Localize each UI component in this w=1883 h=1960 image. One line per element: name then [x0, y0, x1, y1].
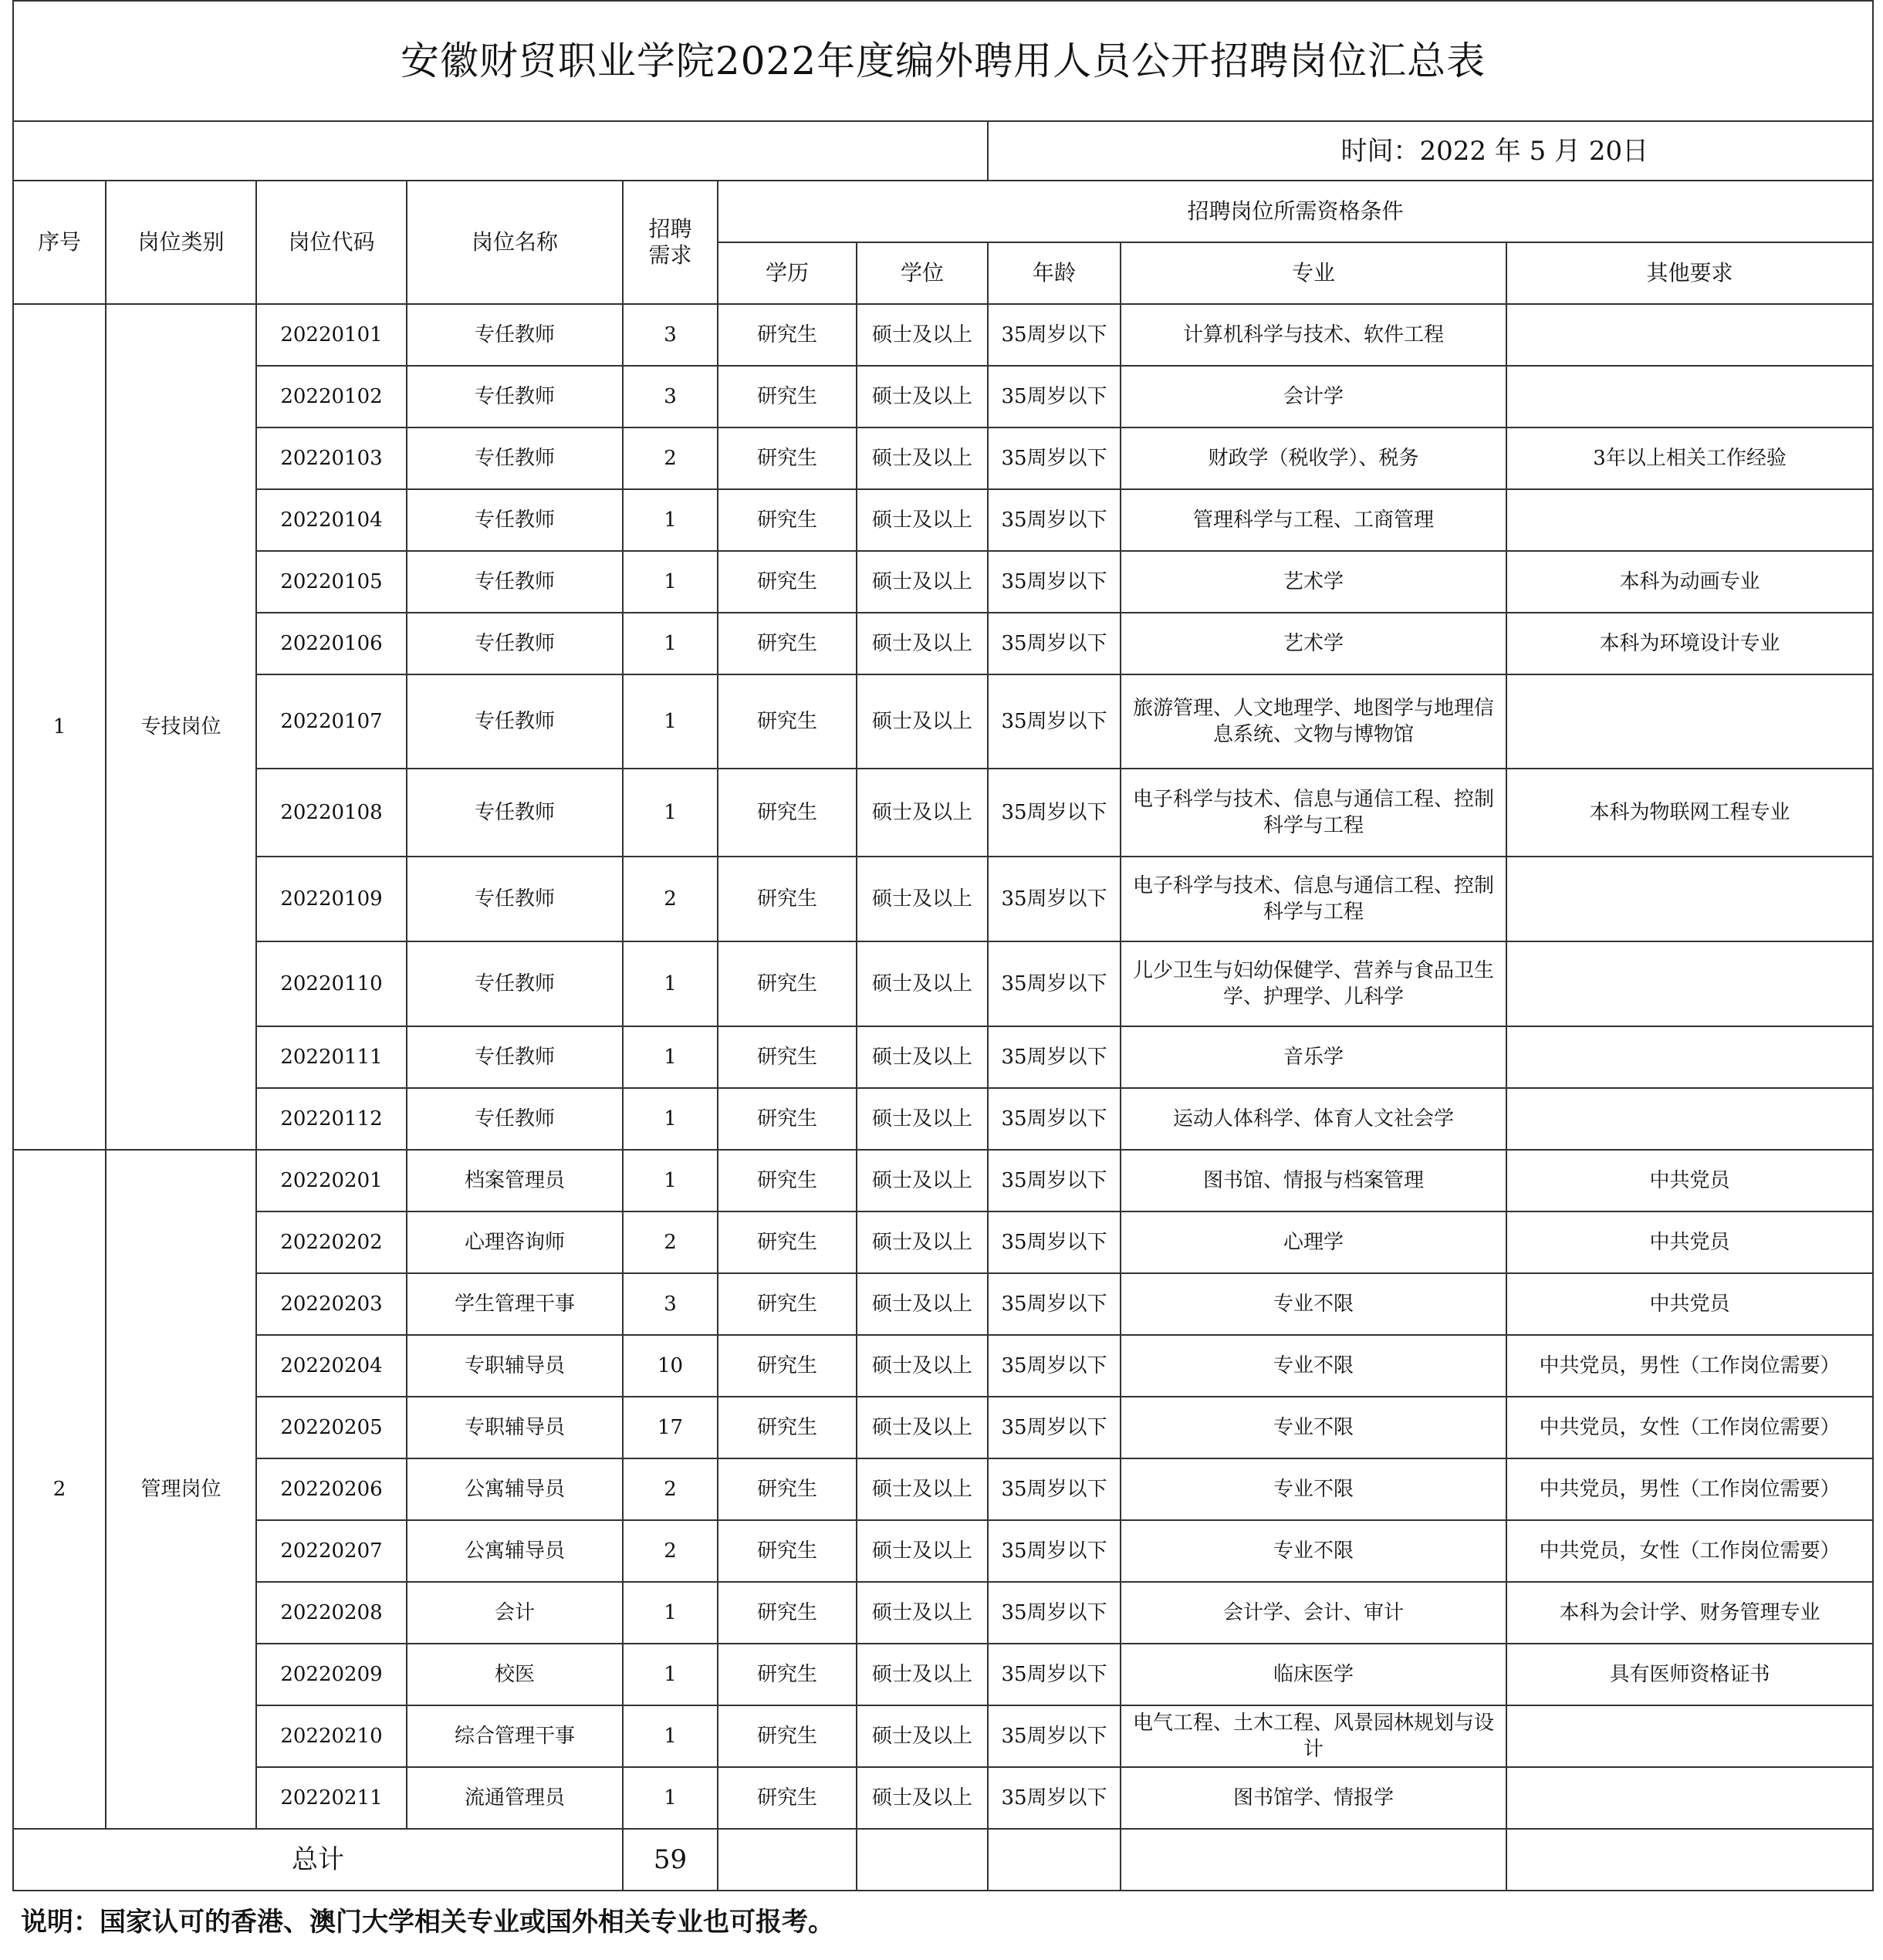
cell-name: 综合管理干事 [407, 1705, 623, 1767]
cell-education: 研究生 [718, 613, 857, 674]
cell-degree: 硕士及以上 [857, 1520, 988, 1582]
header-age: 年龄 [988, 242, 1121, 304]
cell-code: 20220109 [256, 857, 407, 941]
table-row [13, 1150, 1873, 1211]
blank-cell [857, 1829, 988, 1891]
cell-other [1506, 1088, 1873, 1150]
cell-education: 研究生 [718, 1273, 857, 1335]
cell-major: 音乐学 [1121, 1026, 1506, 1088]
cell-name: 档案管理员 [407, 1150, 623, 1211]
cell-other: 本科为动画专业 [1506, 551, 1873, 613]
cell-degree: 硕士及以上 [857, 769, 988, 857]
cell-degree: 硕士及以上 [857, 1397, 988, 1458]
header-seq: 序号 [13, 181, 106, 304]
cell-degree: 硕士及以上 [857, 304, 988, 366]
cell-age: 35周岁以下 [988, 1582, 1121, 1644]
table-title: 安徽财贸职业学院2022年度编外聘用人员公开招聘岗位汇总表 [13, 1, 1873, 121]
cell-education: 研究生 [718, 304, 857, 366]
cell-name: 专职辅导员 [407, 1397, 623, 1458]
cell-name: 专任教师 [407, 857, 623, 941]
cell-other: 中共党员，男性（工作岗位需要） [1506, 1458, 1873, 1520]
cell-name: 专职辅导员 [407, 1335, 623, 1397]
cell-degree: 硕士及以上 [857, 1211, 988, 1273]
cell-degree: 硕士及以上 [857, 1458, 988, 1520]
cell-education: 研究生 [718, 1520, 857, 1582]
cell-education: 研究生 [718, 941, 857, 1026]
cell-other: 中共党员 [1506, 1211, 1873, 1273]
table-row [13, 1458, 1873, 1520]
table-row [13, 1582, 1873, 1644]
blank-cell [1506, 1829, 1873, 1891]
cell-code: 20220108 [256, 769, 407, 857]
cell-demand: 1 [623, 1150, 718, 1211]
cell-demand: 1 [623, 1705, 718, 1767]
blank-cell [1121, 1829, 1506, 1891]
table-row [13, 1705, 1873, 1767]
cell-age: 35周岁以下 [988, 857, 1121, 941]
cell-major: 会计学 [1121, 366, 1506, 427]
cell-major: 电气工程、土木工程、风景园林规划与设计 [1121, 1705, 1506, 1767]
header-code: 岗位代码 [256, 181, 407, 304]
cell-name: 专任教师 [407, 1026, 623, 1088]
cell-major: 财政学（税收学）、税务 [1121, 427, 1506, 489]
header-other: 其他要求 [1506, 242, 1873, 304]
cell-age: 35周岁以下 [988, 551, 1121, 613]
cell-demand: 1 [623, 674, 718, 769]
cell-age: 35周岁以下 [988, 304, 1121, 366]
cell-demand: 1 [623, 489, 718, 551]
cell-demand: 10 [623, 1335, 718, 1397]
cell-other: 中共党员 [1506, 1273, 1873, 1335]
total-value: 59 [623, 1829, 718, 1891]
cell-age: 35周岁以下 [988, 674, 1121, 769]
cell-education: 研究生 [718, 1397, 857, 1458]
cell-education: 研究生 [718, 1211, 857, 1273]
cell-name: 专任教师 [407, 674, 623, 769]
cell-degree: 硕士及以上 [857, 1335, 988, 1397]
cell-other: 本科为物联网工程专业 [1506, 769, 1873, 857]
cell-demand: 17 [623, 1397, 718, 1458]
table-row [13, 1767, 1873, 1829]
cell-education: 研究生 [718, 1026, 857, 1088]
cell-other [1506, 674, 1873, 769]
cell-age: 35周岁以下 [988, 1026, 1121, 1088]
cell-name: 公寓辅导员 [407, 1458, 623, 1520]
footnote: 说明：国家认可的香港、澳门大学相关专业或国外相关专业也可报考。 [13, 1891, 1873, 1952]
cell-degree: 硕士及以上 [857, 489, 988, 551]
header-demand: 招聘需求 [623, 181, 718, 304]
cell-degree: 硕士及以上 [857, 1705, 988, 1767]
cell-education: 研究生 [718, 1767, 857, 1829]
cell-name: 专任教师 [407, 551, 623, 613]
date-label: 时间：2022 年 5 月 20日 [988, 121, 1873, 181]
cell-code: 20220206 [256, 1458, 407, 1520]
table-row [13, 1335, 1873, 1397]
cell-education: 研究生 [718, 551, 857, 613]
cell-degree: 硕士及以上 [857, 1767, 988, 1829]
cell-major: 临床医学 [1121, 1644, 1506, 1705]
cell-major: 图书馆学、情报学 [1121, 1767, 1506, 1829]
cell-education: 研究生 [718, 769, 857, 857]
cell-age: 35周岁以下 [988, 427, 1121, 489]
cell-code: 20220201 [256, 1150, 407, 1211]
table-row [13, 1088, 1873, 1150]
cell-other: 中共党员 [1506, 1150, 1873, 1211]
cell-code: 20220110 [256, 941, 407, 1026]
cell-demand: 2 [623, 1520, 718, 1582]
cell-degree: 硕士及以上 [857, 1644, 988, 1705]
cell-education: 研究生 [718, 489, 857, 551]
cell-code: 20220104 [256, 489, 407, 551]
cell-code: 20220210 [256, 1705, 407, 1767]
cell-major: 心理学 [1121, 1211, 1506, 1273]
cell-other: 本科为会计学、财务管理专业 [1506, 1582, 1873, 1644]
cell-code: 20220205 [256, 1397, 407, 1458]
cell-age: 35周岁以下 [988, 941, 1121, 1026]
cell-education: 研究生 [718, 1335, 857, 1397]
cell-code: 20220112 [256, 1088, 407, 1150]
cell-age: 35周岁以下 [988, 366, 1121, 427]
cell-degree: 硕士及以上 [857, 1150, 988, 1211]
cell-major: 图书馆、情报与档案管理 [1121, 1150, 1506, 1211]
cell-demand: 1 [623, 1644, 718, 1705]
cell-age: 35周岁以下 [988, 1088, 1121, 1150]
header-major: 专业 [1121, 242, 1506, 304]
cell-education: 研究生 [718, 1458, 857, 1520]
cell-code: 20220209 [256, 1644, 407, 1705]
cell-major: 管理科学与工程、工商管理 [1121, 489, 1506, 551]
cell-age: 35周岁以下 [988, 1397, 1121, 1458]
header-qualifications: 招聘岗位所需资格条件 [718, 181, 1873, 242]
header-category: 岗位类别 [106, 181, 256, 304]
cell-major: 艺术学 [1121, 551, 1506, 613]
table-row [13, 769, 1873, 857]
cell-other [1506, 1705, 1873, 1767]
cell-degree: 硕士及以上 [857, 613, 988, 674]
table-row [13, 1273, 1873, 1335]
cell-name: 专任教师 [407, 1088, 623, 1150]
group-category: 管理岗位 [106, 1150, 256, 1829]
cell-age: 35周岁以下 [988, 1520, 1121, 1582]
cell-other: 具有医师资格证书 [1506, 1644, 1873, 1705]
cell-age: 35周岁以下 [988, 1705, 1121, 1767]
cell-demand: 1 [623, 769, 718, 857]
cell-code: 20220106 [256, 613, 407, 674]
cell-name: 专任教师 [407, 366, 623, 427]
cell-other [1506, 304, 1873, 366]
cell-code: 20220203 [256, 1273, 407, 1335]
cell-major: 专业不限 [1121, 1520, 1506, 1582]
cell-degree: 硕士及以上 [857, 1273, 988, 1335]
cell-code: 20220208 [256, 1582, 407, 1644]
cell-code: 20220204 [256, 1335, 407, 1397]
group-seq: 1 [13, 304, 106, 1150]
cell-code: 20220103 [256, 427, 407, 489]
table-row [13, 1644, 1873, 1705]
cell-major: 专业不限 [1121, 1397, 1506, 1458]
cell-education: 研究生 [718, 366, 857, 427]
blank-cell [718, 1829, 857, 1891]
cell-major: 电子科学与技术、信息与通信工程、控制科学与工程 [1121, 769, 1506, 857]
cell-education: 研究生 [718, 1150, 857, 1211]
blank-cell [13, 121, 988, 181]
cell-code: 20220105 [256, 551, 407, 613]
header-name: 岗位名称 [407, 181, 623, 304]
table-row [13, 941, 1873, 1026]
table-row [13, 551, 1873, 613]
cell-other: 3年以上相关工作经验 [1506, 427, 1873, 489]
cell-other [1506, 366, 1873, 427]
cell-age: 35周岁以下 [988, 1335, 1121, 1397]
cell-demand: 1 [623, 613, 718, 674]
group-seq: 2 [13, 1150, 106, 1829]
cell-name: 专任教师 [407, 489, 623, 551]
cell-name: 专任教师 [407, 769, 623, 857]
cell-name: 公寓辅导员 [407, 1520, 623, 1582]
cell-degree: 硕士及以上 [857, 551, 988, 613]
cell-age: 35周岁以下 [988, 1458, 1121, 1520]
table-row [13, 1397, 1873, 1458]
table-row [13, 304, 1873, 366]
blank-cell [988, 1829, 1121, 1891]
table-row [13, 489, 1873, 551]
header-degree: 学位 [857, 242, 988, 304]
cell-other [1506, 1767, 1873, 1829]
recruitment-summary-table [12, 0, 1874, 1952]
cell-other [1506, 857, 1873, 941]
table-row [13, 1520, 1873, 1582]
cell-education: 研究生 [718, 1088, 857, 1150]
table-row [13, 427, 1873, 489]
table-row [13, 613, 1873, 674]
cell-age: 35周岁以下 [988, 1150, 1121, 1211]
cell-age: 35周岁以下 [988, 1211, 1121, 1273]
cell-major: 旅游管理、人文地理学、地图学与地理信息系统、文物与博物馆 [1121, 674, 1506, 769]
cell-demand: 2 [623, 857, 718, 941]
cell-age: 35周岁以下 [988, 489, 1121, 551]
table-row [13, 674, 1873, 769]
cell-demand: 1 [623, 941, 718, 1026]
cell-demand: 1 [623, 1582, 718, 1644]
cell-demand: 1 [623, 1088, 718, 1150]
table-row [13, 1026, 1873, 1088]
cell-name: 学生管理干事 [407, 1273, 623, 1335]
cell-code: 20220101 [256, 304, 407, 366]
cell-name: 心理咨询师 [407, 1211, 623, 1273]
cell-major: 运动人体科学、体育人文社会学 [1121, 1088, 1506, 1150]
cell-code: 20220202 [256, 1211, 407, 1273]
cell-degree: 硕士及以上 [857, 1582, 988, 1644]
cell-code: 20220111 [256, 1026, 407, 1088]
cell-name: 专任教师 [407, 427, 623, 489]
header-education: 学历 [718, 242, 857, 304]
cell-demand: 1 [623, 551, 718, 613]
cell-education: 研究生 [718, 1582, 857, 1644]
cell-degree: 硕士及以上 [857, 857, 988, 941]
table-row [13, 366, 1873, 427]
cell-age: 35周岁以下 [988, 1273, 1121, 1335]
cell-major: 专业不限 [1121, 1458, 1506, 1520]
cell-demand: 3 [623, 366, 718, 427]
cell-major: 电子科学与技术、信息与通信工程、控制科学与工程 [1121, 857, 1506, 941]
cell-major: 专业不限 [1121, 1273, 1506, 1335]
cell-code: 20220207 [256, 1520, 407, 1582]
cell-code: 20220211 [256, 1767, 407, 1829]
cell-major: 计算机科学与技术、软件工程 [1121, 304, 1506, 366]
cell-name: 专任教师 [407, 613, 623, 674]
cell-major: 专业不限 [1121, 1335, 1506, 1397]
cell-demand: 2 [623, 427, 718, 489]
cell-major: 儿少卫生与妇幼保健学、营养与食品卫生学、护理学、儿科学 [1121, 941, 1506, 1026]
cell-demand: 3 [623, 304, 718, 366]
cell-major: 艺术学 [1121, 613, 1506, 674]
cell-other [1506, 1026, 1873, 1088]
table-row [13, 1211, 1873, 1273]
cell-degree: 硕士及以上 [857, 1026, 988, 1088]
cell-education: 研究生 [718, 1644, 857, 1705]
cell-degree: 硕士及以上 [857, 674, 988, 769]
cell-demand: 1 [623, 1026, 718, 1088]
cell-code: 20220107 [256, 674, 407, 769]
cell-age: 35周岁以下 [988, 1767, 1121, 1829]
cell-other: 中共党员，女性（工作岗位需要） [1506, 1520, 1873, 1582]
cell-name: 会计 [407, 1582, 623, 1644]
cell-other [1506, 489, 1873, 551]
cell-degree: 硕士及以上 [857, 366, 988, 427]
cell-age: 35周岁以下 [988, 1644, 1121, 1705]
cell-age: 35周岁以下 [988, 613, 1121, 674]
cell-degree: 硕士及以上 [857, 1088, 988, 1150]
cell-education: 研究生 [718, 857, 857, 941]
group-category: 专技岗位 [106, 304, 256, 1150]
cell-demand: 2 [623, 1458, 718, 1520]
cell-name: 专任教师 [407, 941, 623, 1026]
cell-degree: 硕士及以上 [857, 427, 988, 489]
cell-education: 研究生 [718, 427, 857, 489]
total-label: 总计 [13, 1829, 623, 1891]
cell-demand: 2 [623, 1211, 718, 1273]
cell-education: 研究生 [718, 1705, 857, 1767]
cell-name: 流通管理员 [407, 1767, 623, 1829]
table-row [13, 857, 1873, 941]
cell-other: 中共党员，女性（工作岗位需要） [1506, 1397, 1873, 1458]
cell-other: 中共党员，男性（工作岗位需要） [1506, 1335, 1873, 1397]
cell-name: 校医 [407, 1644, 623, 1705]
cell-demand: 1 [623, 1767, 718, 1829]
cell-demand: 3 [623, 1273, 718, 1335]
cell-major: 会计学、会计、审计 [1121, 1582, 1506, 1644]
cell-other [1506, 941, 1873, 1026]
cell-education: 研究生 [718, 674, 857, 769]
cell-other: 本科为环境设计专业 [1506, 613, 1873, 674]
cell-age: 35周岁以下 [988, 769, 1121, 857]
cell-name: 专任教师 [407, 304, 623, 366]
cell-degree: 硕士及以上 [857, 941, 988, 1026]
cell-code: 20220102 [256, 366, 407, 427]
